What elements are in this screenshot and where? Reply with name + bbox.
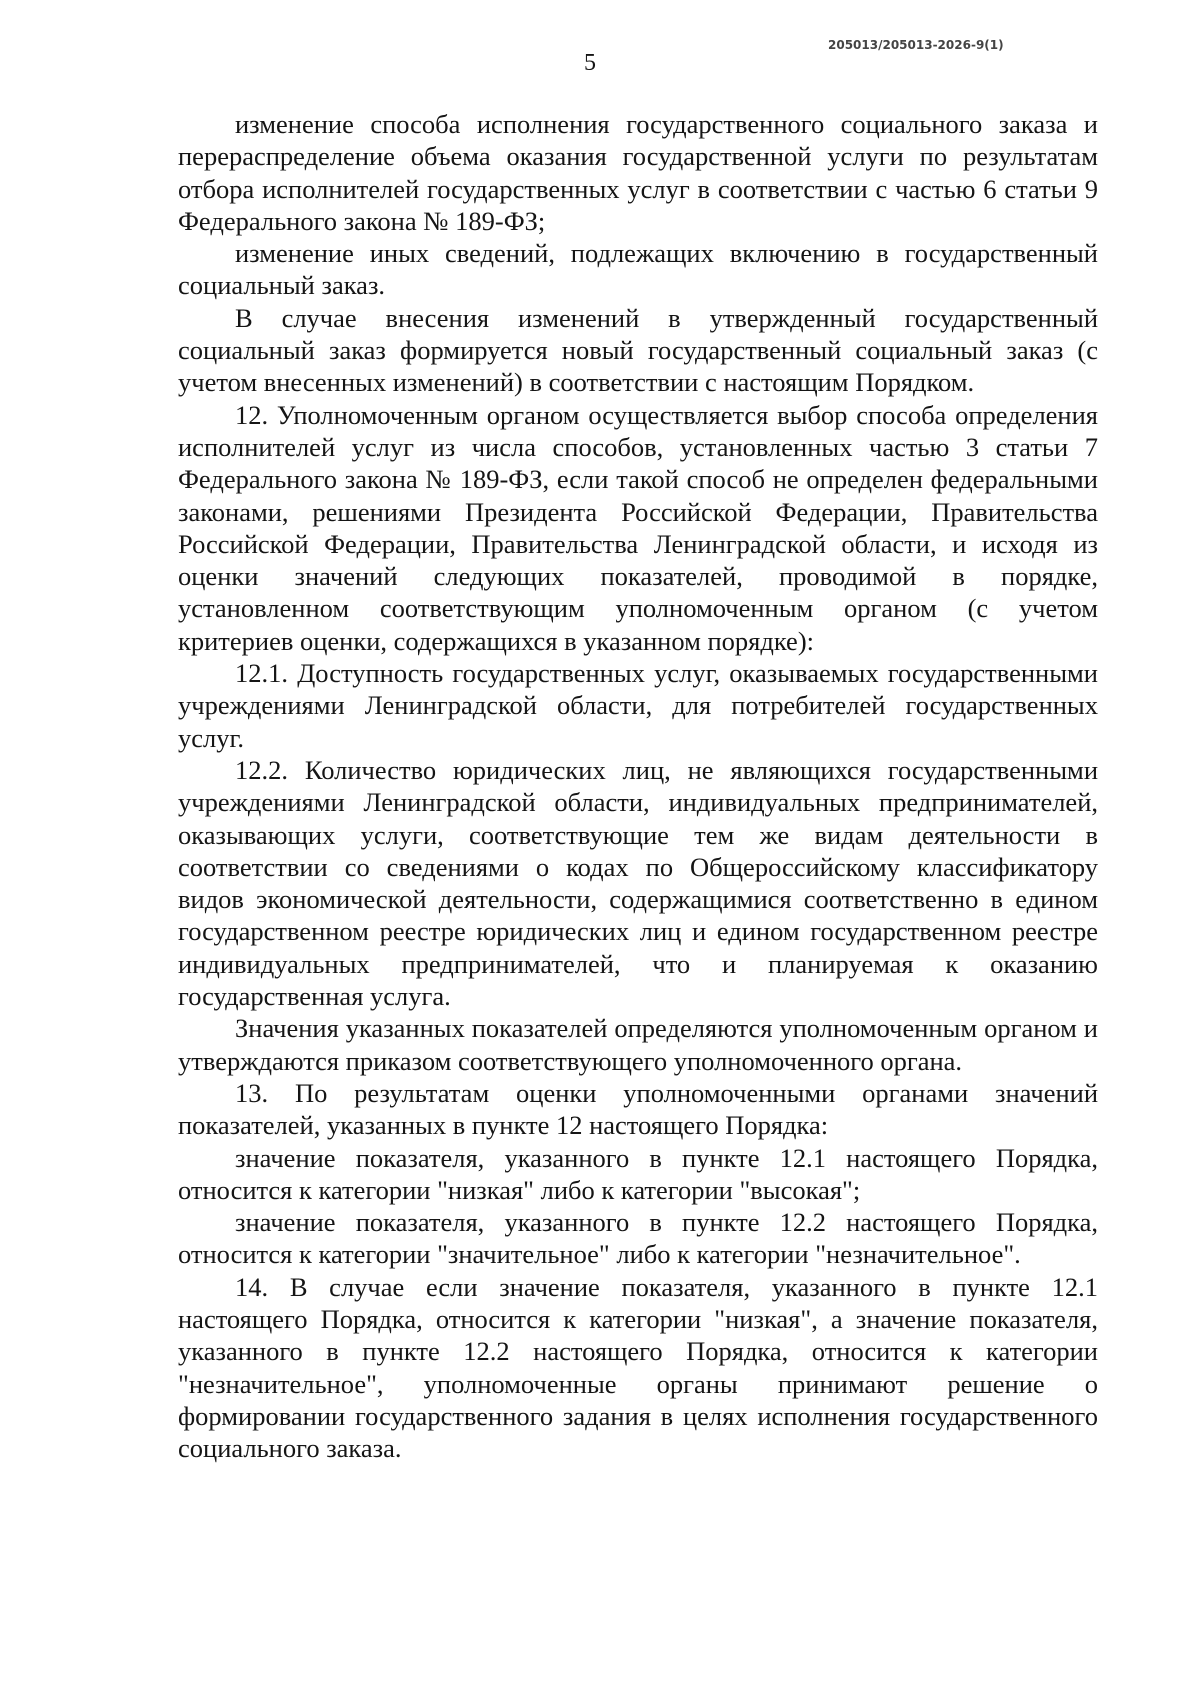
paragraph: изменение иных сведений, подлежащих включению в государственный социальный заказ. [178,238,1098,301]
paragraph: 12.2. Количество юридических лиц, не являющихся государственными учреждениями Ленинградской области, индивидуальных предпринимателей, оказывающих услуги, соответствующие тем же видам деятельности в соответствии со сведениями о кодах по Общероссийскому классификатору видов экономической деятельности, содержащимися соответственно в едином государственном реестре юридических лиц и едином государственном реестре индивидуальных предпринимателей, что и планируемая к оказанию государственная услуга. [178,754,1098,1012]
paragraph: Значения указанных показателей определяются уполномоченным органом и утверждаются приказом соответствующего уполномоченного органа. [178,1013,1098,1076]
paragraph: 12.1. Доступность государственных услуг, оказываемых государственными учреждениями Ленинградской области, для потребителей государственных услуг. [178,658,1098,753]
paragraph: 12. Уполномоченным органом осуществляется выбор способа определения исполнителей услуг из числа способов, установленных частью 3 статьи 7 Федерального закона № 189-ФЗ, если такой способ не определен федеральными законами, решениями Президента Российской Федерации, Правительства Российской Федерации, Правительства Ленинградской области, и исходя из оценки значений следующих показателей, проводимой в порядке, установленном соответствующим уполномоченным органом (с учетом критериев оценки, содержащихся в указанном порядке): [178,399,1098,656]
paragraph: значение показателя, указанного в пункте 12.2 настоящего Порядка, относится к категории "значительное" либо к категории "незначительное". [178,1207,1098,1270]
paragraph: значение показателя, указанного в пункте 12.1 настоящего Порядка, относится к категории "низкая" либо к категории "высокая"; [178,1142,1098,1205]
paragraph: 13. По результатам оценки уполномоченными органами значений показателей, указанных в пункте 12 настоящего Порядка: [178,1077,1098,1141]
document-body [178,108,1098,1464]
paragraph: 14. В случае если значение показателя, указанного в пункте 12.1 настоящего Порядка, относится к категории "низкая", а значение показателя, указанного в пункте 12.2 настоящего Порядка, относится к категории "незначительное", уполномоченные органы принимают решение о формировании государственного задания в целях исполнения государственного социального заказа. [178,1271,1098,1464]
paragraph: изменение способа исполнения государственного социального заказа и перераспределение объема оказания государственной услуги по результатам отбора исполнителей государственных услуг в соответствии с частью 6 статьи 9 Федерального закона № 189-ФЗ; [178,109,1098,236]
document-code: 205013/205013-2026-9(1) [828,38,1004,52]
page-number: 5 [584,50,596,76]
paragraph: В случае внесения изменений в утвержденный государственный социальный заказ формируется новый государственный социальный заказ (с учетом внесенных изменений) в соответствии с настоящим Порядком. [178,302,1098,398]
